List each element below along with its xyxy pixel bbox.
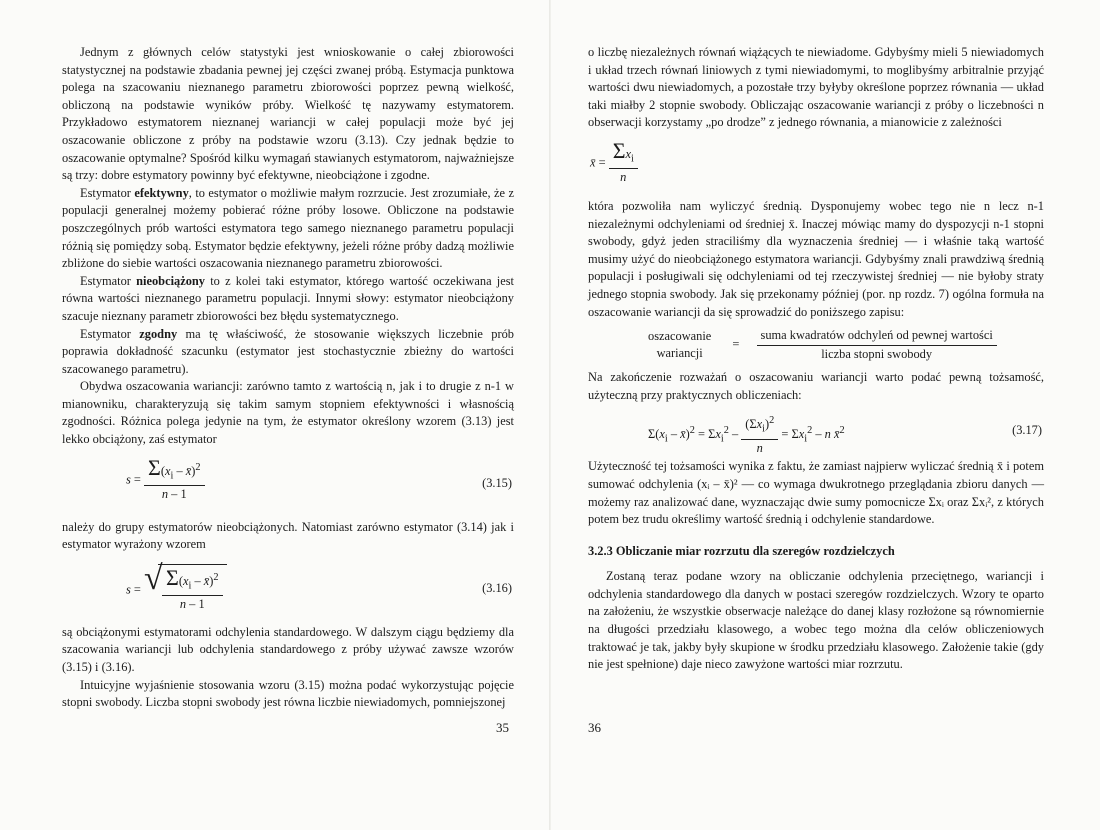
- paragraph: Estymator zgodny ma tę właściwość, że stosowanie większych liczebnie prób poprawia dokładność szacunku (estymator jest stochastycznie zbieżny do wartości szacowanego parametru).: [62, 326, 514, 376]
- equation-3-17: $\Sigma(x_i$ – x̄)$^2$ = $\Sigma x_i^2$ – $\frac{(\Sigma x_i)^2}{n}$ = $\Sigma x_i^2$ – n x̄$^2$ (3.17): [588, 408, 1044, 454]
- paragraph: Obydwa oszacowania wariancji: zarówno tamto z wartością n, jak i to drugie z n-1 w mianowniku, charakteryzują się takim samym stopniem efektywności i własnością zgodności. Różnica polega jedynie na tym, że estymator określony wzorem (3.13) jest lekko obciążony, zaś estymator: [62, 379, 514, 447]
- paragraph: Zostaną teraz podane wzory na obliczanie odchylenia przeciętnego, wariancji i odchylenia standardowego dla danych w postaci szeregów rozdzielczych. Wzory te oparto na założeniu, że wszystkie obserwacje należące do danej klasy rozłożone są równomiernie na długości przedziału klasowego, a wobec tego można dla celów obliczeniowych traktować je tak, jakby były skupione w środku przedziału klasowego. Założenie takie (gdy nie jest spełnione) daje nieco zawyżone wartości miar rozrzutu.: [588, 569, 1044, 672]
- page-number: 36: [588, 720, 601, 735]
- paragraph: Na zakończenie rozważań o oszacowaniu wariancji warto podać pewną tożsamość, użyteczną przy praktycznych obliczeniach:: [588, 370, 1044, 402]
- right-page: [550, 0, 1100, 830]
- equation-3-16: s = √ $\frac{\Sigma(x_i - x̄)^2}{n - 1}$ (3.16): [62, 558, 514, 620]
- term-nieobciazony: nieobciążony: [136, 273, 205, 288]
- right-page-text: [588, 44, 1044, 674]
- equation-number: (3.16): [482, 581, 512, 596]
- formula-lhs-top: oszacowanie: [648, 328, 712, 343]
- paragraph: Użyteczność tej tożsamości wynika z faktu, że zamiast najpierw wyliczać średnią x̄ i potem sumować odchylenia (xᵢ – x̄)² — co wymaga dwukrotnego przeglądania zbioru danych — możemy raz analizować dane, wyznaczając dwie sumy pomocnicze Σxᵢ oraz Σxᵢ², z których potem bez trudu określimy wartość średnią i odchylenie standardowe.: [588, 459, 1044, 527]
- term-zgodny: zgodny: [139, 326, 178, 341]
- formula-rhs-top: suma kwadratów odchyleń od pewnej wartości: [757, 327, 997, 346]
- paragraph: Estymator efektywny, to estymator o możliwie małym rozrzucie. Jest zrozumiałe, że z populacji generalnej możemy pobierać różne próby losowe. Obliczone na podstawie poszczególnych prób wartości estymatora tego samego nieznanego parametru populacji różnią się pomiędzy sobą. Estymator będzie efektywny, jeżeli różne próby dadzą możliwie zbliżone do siebie wartości oszacowania nieznanego parametru zbiorowości.: [62, 185, 514, 271]
- paragraph: Intuicyjne wyjaśnienie stosowania wzoru (3.15) można podać wykorzystując pojęcie stopni swobody. Liczba stopni swobody jest równa liczbie niewiadomych, pomniejszonej: [62, 677, 514, 710]
- paragraph: która pozwoliła nam wyliczyć średnią. Dysponujemy wobec tego nie n lecz n-1 niezależnymi odchyleniami od średniej x̄. Inaczej mówiąc mamy do dyspozycji n-1 stopni swobody, gdyż jeden straciliśmy dla wyznaczenia średniej — i właśnie taką wartość musimy użyć do nieobciążonego estymatora wariancji. Gdybyśmy znali prawdziwą średnią populacji i posługiwali się odchyleniami od tej rzeczywistej średniej — nie byłoby straty jednego stopnia swobody. Jak się przekonamy później (por. np rozdz. 7) ogólna formuła na oszacowanie wariancji da się sprowadzić do poniższego zapisu:: [588, 198, 1044, 319]
- term-efektywny: efektywny: [134, 185, 189, 200]
- equation-word-formula: oszacowanie wariancji = $\frac{\text{suma kwadratów odchyleń od pewnej wartości}}{\text{liczba stopni swobody}}$: [588, 325, 1044, 365]
- equation-number: (3.15): [482, 475, 512, 490]
- section-heading: 3.2.3 Obliczanie miar rozrzutu dla szeregów rozdzielczych: [588, 543, 895, 558]
- paragraph: są obciążonymi estymatorami odchylenia standardowego. W dalszym ciągu będziemy dla szacowania wariancji lub odchylenia standardowego z próby używać zawsze wzorów (3.15) i (3.16).: [62, 624, 514, 675]
- paragraph: o liczbę niezależnych równań wiążących te niewiadome. Gdybyśmy mieli 5 niewiadomych i układ trzech równań liniowych z tymi niewiadomymi, to moglibyśmy arbitralnie przyjąć wartości dwu niewiadomych, a pozostałe trzy byłyby określone poprzez równania — układ taki miałby 2 stopnie swobody. Obliczając oszacowanie wariancji z próby o liczebności n obserwacji korzystamy „po drodze” z jednego równania, a mianowicie z zależności: [588, 45, 1044, 130]
- formula-rhs-bottom: liczba stopni swobody: [821, 346, 933, 361]
- left-page-text: [62, 44, 514, 712]
- paragraph: Jednym z głównych celów statystyki jest wnioskowanie o całej zbiorowości statystycznej na podstawie zbadania pewnej jej części zwanej próbą. Estymacja punktowa polega na szacowaniu nieznanego parametru zbiorowości poprzez pewną wielkość, obliczoną na podstawie wyników próby. Wielkość tę nazywamy estymatorem. Przykładowo estymatorem nieznanej wariancji w całej populacji może być jej oszacowanie obliczone z próby na podstawie wzoru (3.13). Czy jednak będzie to oszacowanie optymalne? Spośród kilku wymagań stawianych estymatorom, najważniejsze są trzy: dobre estymatory powinny być efektywne, nieobciążone i zgodne.: [62, 45, 514, 183]
- equation-3-15: s = $\frac{\Sigma(x_i - x̄)^2}{n - 1}$ (3.15): [126, 454, 512, 501]
- paragraph: należy do grupy estymatorów nieobciążonych. Natomiast zarówno estymator (3.14) jak i estymator wyrażony wzorem: [62, 519, 514, 552]
- formula-lhs-bottom: wariancji: [656, 346, 703, 361]
- equation-number: (3.17): [1012, 423, 1042, 438]
- equation-mean: x̄ = $\frac{\Sigma x_i}{n}$: [588, 136, 1044, 194]
- page-number: 35: [496, 720, 509, 735]
- paragraph: Estymator nieobciążony to z kolei taki estymator, którego wartość oczekiwana jest równa wartości nieznanego parametru populacji. Innymi słowy: estymator nieobciążony szacuje nieznany parametr zbiorowości bez błędu systematycznego.: [62, 273, 514, 323]
